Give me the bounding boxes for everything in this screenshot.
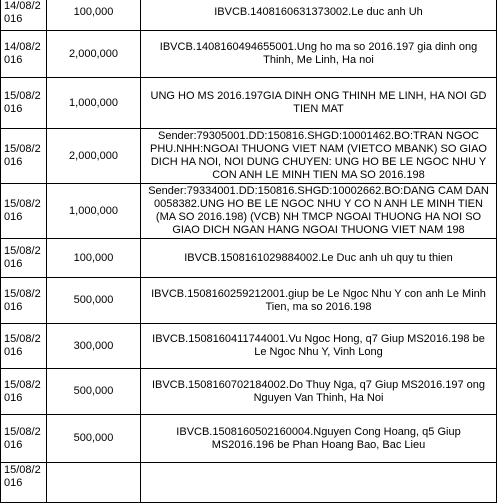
row-description: IBVCB.1508160702184002.Do Thuy Nga, q7 Giup MS2016.197 ong Nguyen Van Thinh, Ha Noi bbox=[141, 369, 497, 415]
row-date: 15/08/2016 bbox=[1, 184, 47, 239]
row-date: 15/08/2016 bbox=[1, 415, 47, 463]
row-date: 15/08/2016 bbox=[1, 463, 47, 503]
row-date: 15/08/2016 bbox=[1, 278, 47, 324]
row-description: Sender:79334001.DD:150816.SHGD:10002662.BO:DANG CAM DAN 0058382.UNG HO BE LE NGOC NHU Y CO N ANH LE MINH TIEN (MA SO 2016.198) (VCB) NH TMCP NGOAI THUONG HA NOI SO GIAO DICH NGAN HANG NGOAI THUONG VIET NAM 198 bbox=[141, 184, 497, 239]
table-row bbox=[1, 129, 497, 184]
row-date: 14/08/2016 bbox=[1, 31, 47, 78]
row-amount: 300,000 bbox=[47, 324, 141, 369]
table-row bbox=[1, 369, 497, 415]
row-amount: 500,000 bbox=[47, 369, 141, 415]
table-row bbox=[1, 184, 497, 239]
row-description: IBVCB.1408160631373002.Le duc anh Uh bbox=[141, 0, 497, 31]
row-amount: 500,000 bbox=[47, 278, 141, 324]
table-row bbox=[1, 415, 497, 463]
row-amount: 500,000 bbox=[47, 415, 141, 463]
row-amount: 100,000 bbox=[47, 0, 141, 31]
row-description: Sender:79305001.DD:150816.SHGD:10001462.BO:TRAN NGOC PHU.NHH:NGOAI THUONG VIET NAM (VIETCO MBANK) SO GIAO DICH HA NOI, NOI DUNG CHUYEN: UNG HO BE LE NGOC NHU Y CON ANH LE MINH TIEN MA SO 2016.198 bbox=[141, 129, 497, 184]
row-amount: 2,000,000 bbox=[47, 31, 141, 78]
table-row bbox=[1, 0, 497, 31]
row-date: 15/08/2016 bbox=[1, 369, 47, 415]
row-amount: 100,000 bbox=[47, 239, 141, 278]
row-date: 15/08/2016 bbox=[1, 239, 47, 278]
row-amount: 2,000,000 bbox=[47, 129, 141, 184]
table-row bbox=[1, 324, 497, 369]
table-row bbox=[1, 463, 497, 503]
row-date: 14/08/2016 bbox=[1, 0, 47, 31]
row-amount: 1,000,000 bbox=[47, 184, 141, 239]
table-row bbox=[1, 278, 497, 324]
row-date: 15/08/2016 bbox=[1, 129, 47, 184]
table-row bbox=[1, 31, 497, 78]
row-description: IBVCB.1508160259212001.giup be Le Ngoc Nhu Y con anh Le Minh Tien, ma so 2016.198 bbox=[141, 278, 497, 324]
table-row bbox=[1, 78, 497, 129]
row-amount: 1,000,000 bbox=[47, 78, 141, 129]
row-description bbox=[141, 463, 497, 503]
row-amount bbox=[47, 463, 141, 503]
row-date: 15/08/2016 bbox=[1, 78, 47, 129]
row-description: IBVCB.1508160411744001.Vu Ngoc Hong, q7 Giup MS2016.198 be Le Ngoc Nhu Y, Vinh Long bbox=[141, 324, 497, 369]
row-date: 15/08/2016 bbox=[1, 324, 47, 369]
row-description: IBVCB.1408160494655001.Ung ho ma so 2016.197 gia dinh ong Thinh, Me Linh, Ha noi bbox=[141, 31, 497, 78]
row-description: UNG HO MS 2016.197GIA DINH ONG THINH ME LINH, HA NOI GD TIEN MAT bbox=[141, 78, 497, 129]
row-description: IBVCB.1508161029884002.Le Duc anh uh quy tu thien bbox=[141, 239, 497, 278]
table-row bbox=[1, 239, 497, 278]
row-description: IBVCB.1508160502160004.Nguyen Cong Hoang, q5 Giup MS2016.196 be Phan Hoang Bao, Bac Lieu bbox=[141, 415, 497, 463]
